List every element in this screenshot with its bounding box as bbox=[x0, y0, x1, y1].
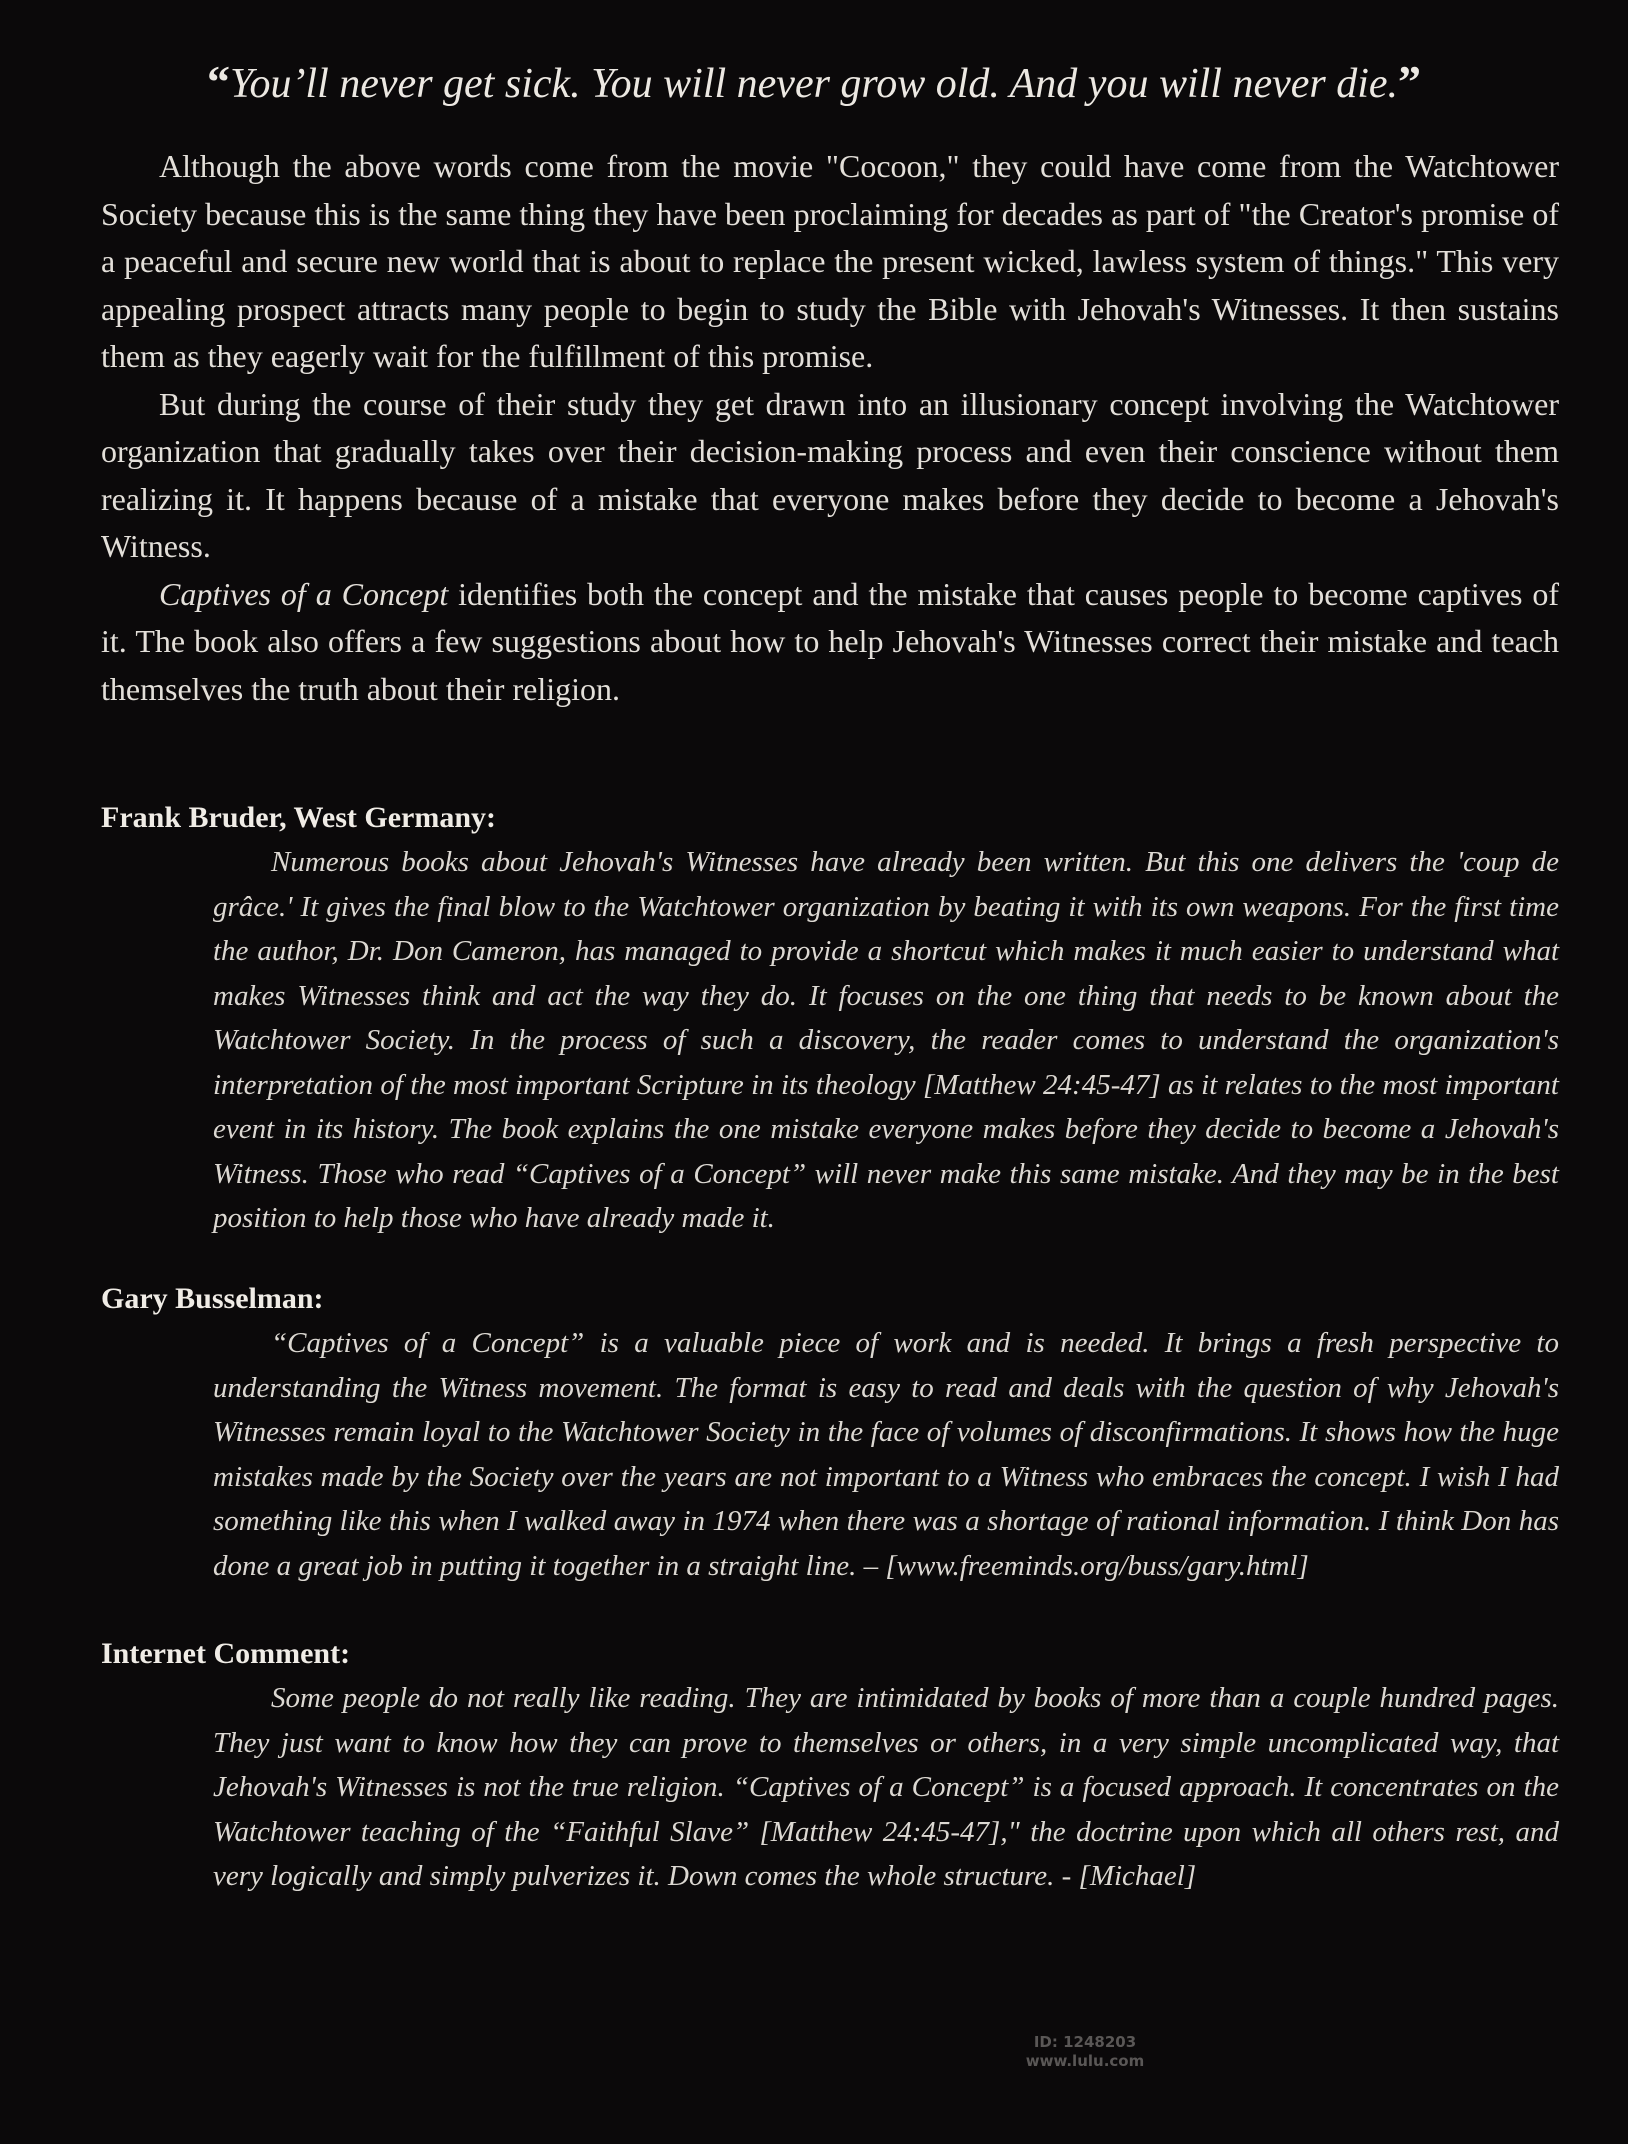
intro-paragraph-1: Although the above words come from the movie "Cocoon," they could have come from the Watchtower Society because this is the same thing they have been proclaiming for decades as part of "the Creator's promise of a peaceful and secure new world that is about to replace the present wicked, lawless system of things." This very appealing prospect attracts many people to begin to study the Bible with Jehovah's Witnesses. It then sustains them as they eagerly wait for the fulfillment of this promise. bbox=[101, 148, 1559, 374]
endorsement-text: “Captives of a Concept” is a valuable piece of work and is needed. It brings a fresh perspective to understanding the Witness movement. The format is easy to read and deals with the question of why Jehovah's Witnesses remain loyal to the Watchtower Society in the face of volumes of disconfirmations. It shows how the huge mistakes made by the Society over the years are not important to a Witness who embraces the concept. I wish I had something like this when I walked away in 1974 when there was a shortage of rational information. I think Don has done a great job in putting it together in a straight line. – [www.freeminds.org/buss/gary.html] bbox=[213, 1327, 1559, 1582]
intro-paragraph-3-text: identifies both the concept and the mistake that causes people to become captives of it. The book also offers a few suggestions about how to help Jehovah's Witnesses correct their mistake and teach themselves the truth about their religion. bbox=[101, 575, 1559, 707]
intro-paragraph-2: But during the course of their study they get drawn into an illusionary concept involving the Watchtower organization that gradually takes over their decision-making process and even their conscience without them realizing it. It happens because of a mistake that everyone makes before they decide to become a Jehovah's Witness. bbox=[101, 385, 1559, 564]
publisher-id: ID: 1248203 bbox=[1033, 2033, 1137, 2051]
intro-paragraph-3 bbox=[101, 571, 1559, 714]
headline-quote bbox=[100, 52, 1528, 114]
close-quote-mark: ” bbox=[1398, 56, 1422, 107]
endorsement-text: Some people do not really like reading. They are intimidated by books of more than a couple hundred pages. They just want to know how they can prove to themselves or others, in a very simple uncomplicated way, that Jehovah's Witnesses is not the true religion. “Captives of a Concept” is a focused approach. It concentrates on the Watchtower teaching of the “Faithful Slave” [Matthew 24:45-47]," the doctrine upon which all others rest, and very logically and simply pulverizes it. Down comes the whole structure. - [Michael] bbox=[213, 1682, 1559, 1892]
open-quote-mark: “ bbox=[206, 56, 230, 107]
book-title: Captives of a Concept bbox=[159, 575, 449, 612]
endorsement-author: Gary Busselman: bbox=[101, 1282, 324, 1315]
intro-section bbox=[101, 143, 1559, 713]
publisher-footer bbox=[940, 2033, 1230, 2071]
endorsement-author: Internet Comment: bbox=[101, 1637, 351, 1670]
endorsement-author: Frank Bruder, West Germany: bbox=[101, 801, 496, 834]
endorsement-text: Numerous books about Jehovah's Witnesses have already been written. But this one delivers the 'coup de grâce.' It gives the final blow to the Watchtower organization by beating it with its own weapons. For the first time the author, Dr. Don Cameron, has managed to provide a shortcut which makes it much easier to understand what makes Witnesses think and act the way they do. It focuses on the one thing that needs to be known about the Watchtower Society. In the process of such a discovery, the reader comes to understand the organization's interpretation of the most important Scripture in its theology [Matthew 24:45-47] as it relates to the most important event in its history. The book explains the one mistake everyone makes before they decide to become a Jehovah's Witness. Those who read “Captives of a Concept” will never make this same mistake. And they may be in the best position to help those who have already made it. bbox=[213, 846, 1559, 1234]
endorsement-frank-bruder bbox=[101, 796, 1559, 1241]
endorsement-internet-comment bbox=[101, 1632, 1559, 1899]
publisher-site: www.lulu.com bbox=[1025, 2052, 1145, 2070]
endorsement-gary-busselman bbox=[101, 1277, 1559, 1588]
headline-quote-text: You’ll never get sick. You will never grow old. And you will never die. bbox=[229, 61, 1399, 107]
